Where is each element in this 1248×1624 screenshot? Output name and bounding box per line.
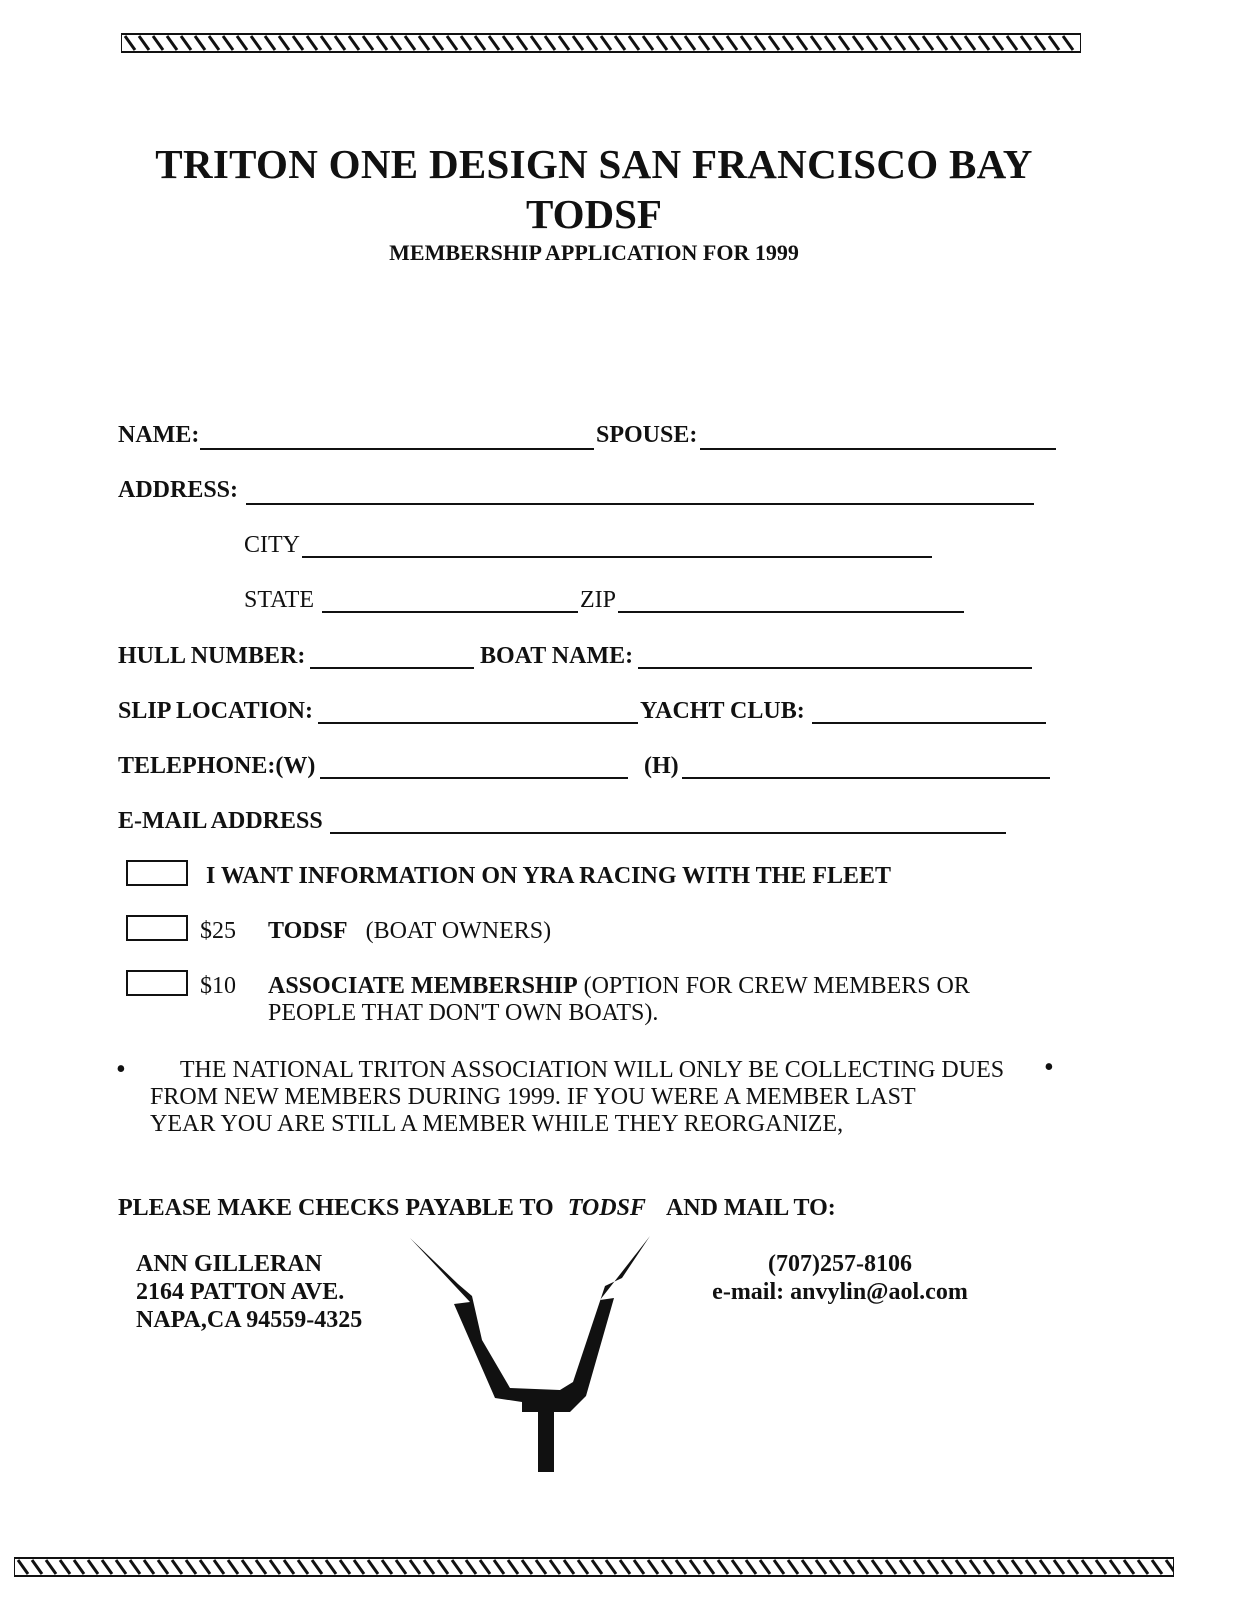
associate-membership-desc-line2: PEOPLE THAT DON'T OWN BOATS).: [268, 1000, 659, 1026]
note-line-2: FROM NEW MEMBERS DURING 1999. IF YOU WERE A MEMBER LAST: [150, 1084, 916, 1110]
mail-to-city: NAPA,CA 94559-4325: [136, 1307, 363, 1333]
contact-phone: (707)257-8106: [768, 1251, 912, 1277]
owner-membership-desc: (BOAT OWNERS): [365, 918, 552, 944]
telephone-work-label: TELEPHONE:(W): [118, 753, 316, 779]
zip-label: ZIP: [580, 587, 616, 613]
payment-suffix: AND MAIL TO:: [665, 1195, 836, 1221]
mail-to-street: 2164 PATTON AVE.: [136, 1279, 345, 1305]
owner-price: $25: [200, 918, 236, 944]
page-title: TRITON ONE DESIGN SAN FRANCISCO BAY: [155, 141, 1033, 187]
email-field[interactable]: [330, 832, 1006, 834]
form-subtitle: MEMBERSHIP APPLICATION FOR 1999: [389, 240, 799, 265]
name-field[interactable]: [200, 448, 594, 450]
yra-info-label: I WANT INFORMATION ON YRA RACING WITH THE FLEET: [206, 863, 892, 889]
city-field[interactable]: [302, 556, 932, 558]
owner-membership-name: TODSF: [268, 918, 348, 944]
telephone-home-label: (H): [644, 753, 679, 779]
payment-instruction: [118, 1195, 836, 1222]
slip-location-field[interactable]: [318, 722, 638, 724]
rope-border-bottom-icon: [14, 1556, 1174, 1578]
state-label: STATE: [244, 587, 315, 613]
note-line-3: YEAR YOU ARE STILL A MEMBER WHILE THEY REORGANIZE,: [150, 1111, 844, 1137]
slip-location-label: SLIP LOCATION:: [118, 698, 313, 724]
note-line-1: THE NATIONAL TRITON ASSOCIATION WILL ONLY BE COLLECTING DUES: [179, 1057, 1005, 1083]
city-label: CITY: [244, 532, 300, 558]
contact-email: e-mail: anvylin@aol.com: [712, 1279, 968, 1305]
yacht-club-field[interactable]: [812, 722, 1046, 724]
owner-membership-checkbox[interactable]: [126, 915, 188, 941]
name-label: NAME:: [118, 422, 200, 448]
associate-price: $10: [200, 973, 236, 999]
spouse-label: SPOUSE:: [596, 422, 698, 448]
mail-to-address: [136, 1250, 362, 1334]
yacht-club-label: YACHT CLUB:: [640, 698, 805, 724]
hull-number-field[interactable]: [310, 667, 474, 669]
payment-payee: TODSF: [567, 1195, 646, 1221]
boat-name-label: BOAT NAME:: [480, 643, 634, 669]
spouse-field[interactable]: [700, 448, 1056, 450]
telephone-home-field[interactable]: [682, 777, 1050, 779]
payment-prefix: PLEASE MAKE CHECKS PAYABLE TO: [118, 1195, 554, 1221]
hull-number-label: HULL NUMBER:: [118, 643, 306, 669]
email-label: E-MAIL ADDRESS: [118, 808, 323, 834]
bullet-left-icon: •: [116, 1054, 126, 1085]
telephone-work-field[interactable]: [320, 777, 628, 779]
associate-membership-checkbox[interactable]: [126, 970, 188, 996]
org-acronym: TODSF: [526, 191, 662, 237]
associate-membership-name: ASSOCIATE MEMBERSHIP: [268, 973, 578, 999]
contact-info: [690, 1250, 990, 1306]
trident-icon: [410, 1236, 660, 1476]
associate-membership-desc-line1: (OPTION FOR CREW MEMBERS OR: [583, 973, 970, 999]
mail-to-name: ANN GILLERAN: [136, 1251, 323, 1277]
address-field[interactable]: [246, 503, 1034, 505]
yra-info-checkbox[interactable]: [126, 860, 188, 886]
rope-border-top-icon: [121, 32, 1081, 54]
bullet-right-icon: •: [1044, 1052, 1054, 1083]
address-label: ADDRESS:: [118, 477, 239, 503]
state-field[interactable]: [322, 611, 578, 613]
boat-name-field[interactable]: [638, 667, 1032, 669]
zip-field[interactable]: [618, 611, 964, 613]
